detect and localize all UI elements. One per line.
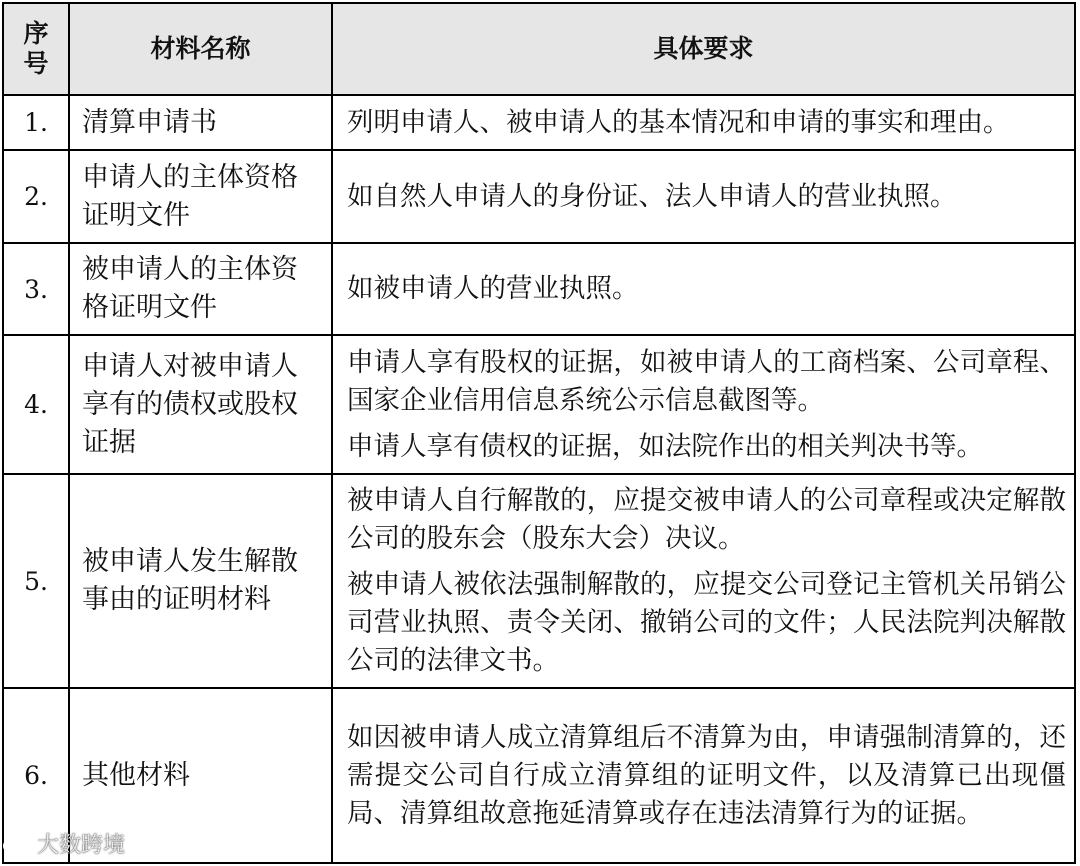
material-name: 清算申请书 xyxy=(69,95,332,150)
requirement-text: 列明申请人、被申请人的基本情况和申请的事实和理由。 xyxy=(347,106,1010,138)
material-name: 申请人的主体资格证明文件 xyxy=(69,150,332,243)
header-number-label: 序 号 xyxy=(23,19,49,78)
table-row xyxy=(3,150,1075,243)
requirement-text: 如自然人申请人的身份证、法人申请人的营业执照。 xyxy=(347,180,957,212)
requirement-text: 如因被申请人成立清算组后不清算为由，申请强制清算的，还需提交公司自行成立清算组的证明文件，以及清算已出现僵局、清算组故意拖延清算或存在违法清算行为的证据。 xyxy=(347,721,1066,829)
watermark-text: 大数跨境 xyxy=(37,833,126,858)
row-number: 3. xyxy=(3,243,69,335)
table-row xyxy=(3,95,1075,150)
row-number: 5. xyxy=(3,474,69,688)
requirement-cell xyxy=(332,150,1075,243)
materials-table xyxy=(2,2,1076,864)
row-number: 6. xyxy=(3,688,69,863)
header-requirement: 具体要求 xyxy=(332,3,1075,95)
requirement-text: 被申请人自行解散的，应提交被申请人的公司章程或决定解散公司的股东会（股东大会）决议。 xyxy=(347,485,1066,554)
material-name: 被申请人发生解散事由的证明材料 xyxy=(69,474,332,688)
requirement-cell xyxy=(332,474,1075,688)
requirement-cell xyxy=(332,95,1075,150)
requirement-text: 如被申请人的营业执照。 xyxy=(347,273,639,304)
requirement-text: 被申请人被依法强制解散的，应提交公司登记主管机关吊销公司营业执照、责令关闭、撤销公司的文件；人民法院判决解散公司的法律文书。 xyxy=(347,569,1066,676)
row-number: 2. xyxy=(3,150,69,243)
brand-logo-icon xyxy=(2,835,30,857)
watermark xyxy=(2,828,125,859)
requirement-cell xyxy=(332,243,1075,335)
requirement-text: 申请人享有债权的证据，如法院作出的相关判决书等。 xyxy=(347,430,983,462)
header-row xyxy=(3,3,1075,95)
requirement-cell xyxy=(332,688,1075,863)
material-name: 申请人对被申请人享有的债权或股权证据 xyxy=(69,335,332,474)
requirement-text: 申请人享有股权的证据，如被申请人的工商档案、公司章程、国家企业信用信息系统公示信息截图等。 xyxy=(347,346,1066,416)
header-material-name: 材料名称 xyxy=(69,3,332,95)
row-number: 1. xyxy=(3,95,69,150)
requirement-cell xyxy=(332,335,1075,474)
material-name: 其他材料 xyxy=(69,688,332,863)
material-name: 被申请人的主体资格证明文件 xyxy=(69,243,332,335)
table-row xyxy=(3,688,1075,863)
table-row xyxy=(3,335,1075,474)
header-number xyxy=(3,3,69,95)
table-row xyxy=(3,474,1075,688)
table-row xyxy=(3,243,1075,335)
row-number: 4. xyxy=(3,335,69,474)
